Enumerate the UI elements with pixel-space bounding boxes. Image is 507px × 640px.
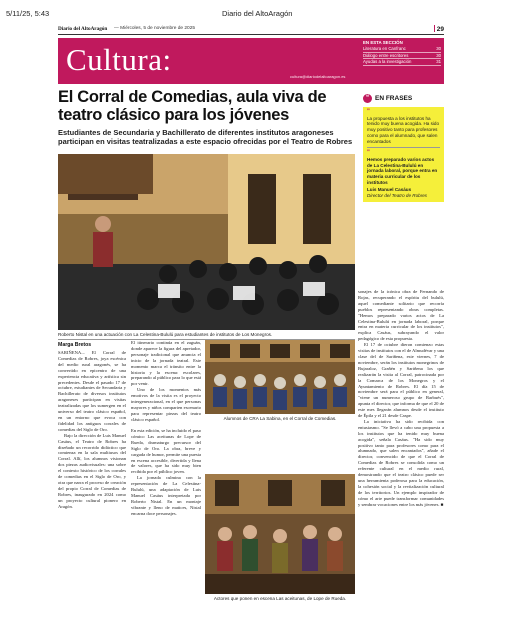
photo-students (205, 340, 355, 414)
section-teasers (363, 40, 441, 66)
article-column-1 (58, 350, 126, 634)
section-title: Cultura: (66, 42, 172, 77)
print-header (0, 0, 507, 22)
paragraph: El 17 de octubre dieron comienzo estas visitas de institutos con el de Almudévar y una clase del de Sariñena, este viernes, 7 de noviembre, serán los institutos monegrinos de Bujaraloz, Grañén y Sariñena los que realizarán la visita al Corral, patrocinada por la Comarca de los Monegros y el Ayuntamiento de Robres. El día 15 de noviembre será para el público en general, "viene un numeroso grupo de Barbués", apunta el director, que informa de que el 20 de este mes llegarán alumnos desde el instituto de Épila y el 21 desde Caspe. (358, 342, 444, 419)
masthead (58, 24, 444, 35)
quote-text: La propuesta a los institutos ha tenido muy buena acogida. Ha sido muy positivo tanto para profesores como para el alumnado, que salen encantados (367, 115, 440, 144)
section-email: cultura@diariodelaltoaragon.es (290, 74, 346, 79)
quote-author-role: Director del Teatro de Robres (367, 193, 428, 199)
article-subhead: Estudiantes de Secundaria y Bachillerato de diferentes institutos aragoneses participan en visitas teatralizadas a este espacio ofrecidas por el Teatro de Robres (58, 128, 353, 146)
actors-photo-caption: Actores que ponen en escena Las aceitunas, de Lope de Rueda. (213, 596, 347, 601)
paragraph: sonajes de la icónica obra de Fernando de Rojas, recuperando el espíritu del bululú, aquel comediante solitario que recorría pueblos representando obras completas. "Hemos preparado varios actos de La Celestina-Bululú en jornada laboral, porque entra en materia curricular de los institutos", explica Casáus, subrayando el valor pedagógico de esta propuesta. (358, 289, 444, 342)
main-photo (58, 154, 355, 330)
byline: Marga Bretos (58, 342, 92, 348)
paragraph: Uno de los momentos más emotivos de la visita es el proyecto intergeneracional, en el que personas mayores y niños comparten escenario para representar piezas del teatro clásico español. (131, 387, 201, 422)
article-column-3 (131, 428, 201, 634)
main-photo-caption: Roberto Nistal en una actuación con La Celestina-Bululú para estudiantes de institutos de Los Monegros. (58, 332, 355, 340)
quote-author: Luis Manuel Casáus (367, 187, 412, 193)
publication-name: Diario del AltoAragón (58, 26, 108, 32)
article-column-4 (358, 289, 444, 634)
page-number: 29 (434, 25, 444, 33)
students-photo-caption: Alumnos de CRA La Sabina, en el Corral de Comedias. (223, 416, 337, 421)
photo-actors (205, 474, 355, 594)
teaser-item[interactable]: Literatura en Canfranc 30 (363, 45, 441, 51)
article-column-2 (131, 340, 201, 426)
sidebar-label: EN FRASES (375, 95, 413, 102)
paragraph: La iniciativa ha sido recibida con entusiasmo. "Se llevó a cabo una propuesta a los institutos que ha tenido muy buena acogida", señala Casáus. "Ha sido muy positivo tanto para profesores como para el alumnado, que salen encantados", añade el director, convencido de que el Corral de Comedias de Robres se consolida como un referente cultural en el medio rural, demostrando que el teatro clásico puede ser una herramienta poderosa para la educación, la cohesión social y la revitalización cultural de los territorios. Un ejemplo inspirador de cómo el arte puede transformar comunidades y sembrar vocaciones entre los más jóvenes. ■ (358, 418, 444, 507)
article-headline: El Corral de Comedias, aula viva de teatro clásico para los jóvenes (58, 88, 327, 124)
quote-marks-icon: ❝ (363, 94, 372, 103)
quote-mark-icon: " (367, 150, 370, 157)
teaser-item[interactable]: Diálogo entre escritores 30 (363, 52, 441, 58)
quote-mark-icon: " (367, 109, 370, 115)
newspaper-page (58, 24, 444, 636)
print-site-title: Diario del AltoAragón (222, 9, 293, 18)
paragraph: Bajo la dirección de Luis Manuel Casáus, el Teatro de Robres ha diseñado un recorrido didáctico que comienza en la sala multiusos del Corral. Allí, los alumnos visionan dos piezas audiovisuales: una sobre el contexto histórico de los corrales de comedias en el Siglo de Oro, y otra que narra el proceso de creación del propio Corral de Comedias de Robres, inaugurado en 2024 como un proyecto cultural pionero en Aragón. (58, 432, 126, 509)
issue-date: — Miércoles, 5 de noviembre de 2025 (114, 26, 196, 31)
teaser-heading: EN ESTA SECCIÓN (363, 40, 403, 45)
print-date: 5/11/25, 5:43 (6, 9, 50, 18)
paragraph: La jornada culmina con la representación de La Celestina-Bululú, una adaptación de Luis Manuel Casáus interpretada por Roberto Nistal. En un montaje vibrante y lleno de matices, Nistal encarna doce personajes. (131, 475, 201, 516)
quotes-sidebar (363, 86, 444, 286)
teaser-item[interactable]: Ayudas a la investigación 31 (363, 59, 441, 65)
paragraph: En esta edición, se ha incluido el paso cómico Las aceitunas de Lope de Rueda, dramaturgo precursor del Siglo de Oro. La obra, breve y cargada de humor, permite una puesta en escena accesible, divertida y llena de valores, que ha sido muy bien recibida por el público joven. (131, 428, 201, 475)
quote-text: Hemos preparado varios actos de La Celestina-Bululú en jornada laboral, porque entra en materia curricular de los institutos (367, 156, 438, 185)
en-frases-heading (363, 94, 444, 103)
section-banner (58, 38, 444, 84)
paragraph: SARIÑENA.– El Corral de Comedias de Robres, joya escénica del medio rural aragonés, se ha convertido en epicentro de una experiencia educativa y artística sin precedentes. Desde el pasado 17 de octubre, estudiantes de Secundaria y Bachillerato de diversos institutos aragoneses participan en visitas teatralizadas que los sumergen en el universo del teatro clásico español, en un entorno que evoca con fidelidad los antiguos corrales de comedias del Siglo de Oro. (58, 350, 126, 432)
quote-card (363, 107, 444, 202)
paragraph: El itinerario continúa en el zaguán, donde aparece la figura del apretador, personaje tradicional que anuncia el inicio de la jornada teatral. Este momento marca el tránsito entre la historia y la escena: escolares, preparando al público para lo que está por venir. (131, 340, 201, 387)
